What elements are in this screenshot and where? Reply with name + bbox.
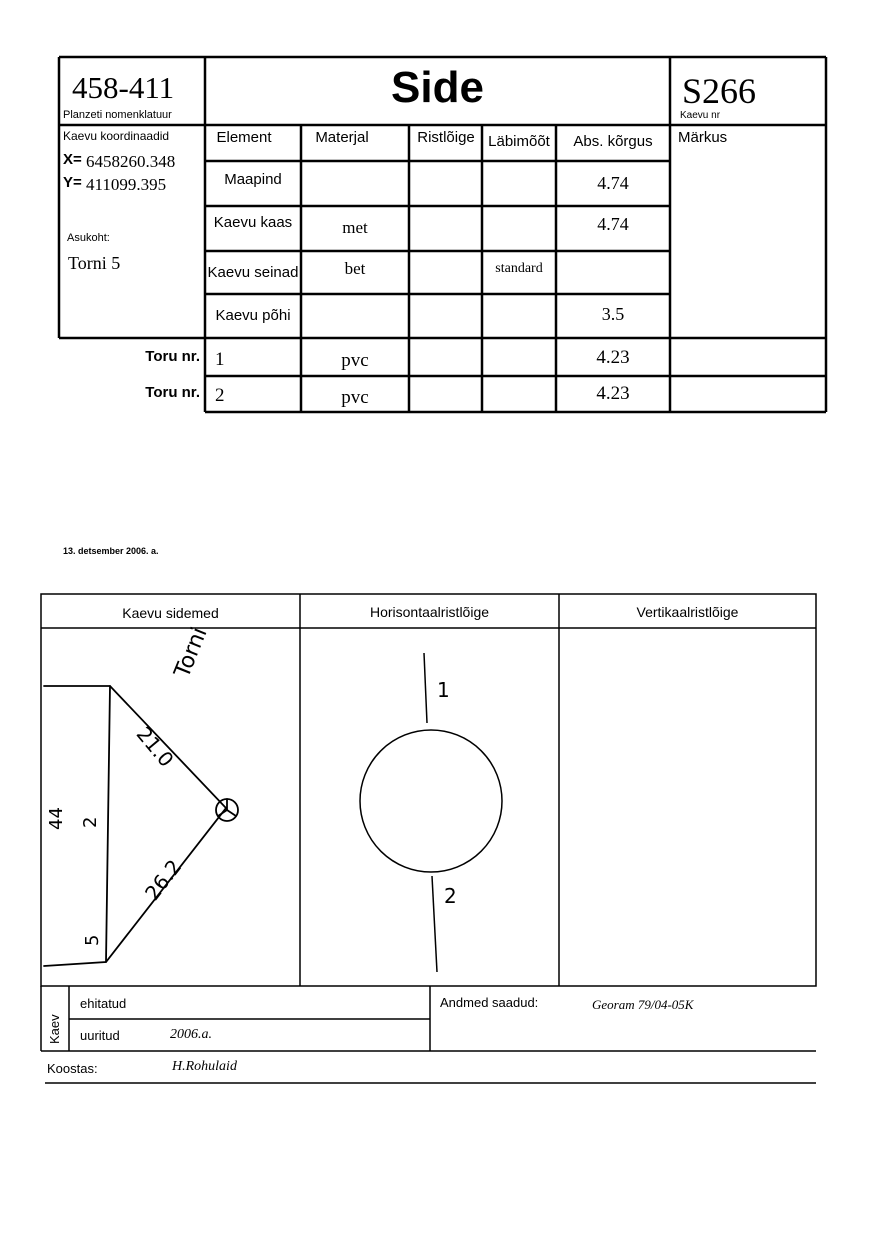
sheet-number: 458-411 <box>72 70 175 105</box>
pipe-height: 4.23 <box>596 347 630 368</box>
well-label: Kaevu nr <box>680 110 721 121</box>
coords-label: Kaevu koordinaadid <box>63 129 170 143</box>
row-height: 3.5 <box>601 304 625 324</box>
y-label: Y= <box>63 174 82 191</box>
pipe-label: Toru nr. <box>145 384 200 401</box>
col-vertical-section: Vertikaalristlõige <box>636 604 739 620</box>
pipe-label: Toru nr. <box>145 348 200 365</box>
location-label: Asukoht: <box>67 232 110 244</box>
col-cross-section: Ristlõige <box>417 129 475 146</box>
surveyed-value: 2006.a. <box>170 1027 212 1042</box>
y-value: 411099.395 <box>86 175 167 194</box>
row-material: met <box>342 218 368 237</box>
location-value: Torni 5 <box>68 253 121 273</box>
pipe-material: pvc <box>341 350 369 371</box>
row-element: Maapind <box>224 171 282 188</box>
built-label: ehitatud <box>80 996 127 1011</box>
row-element: Kaevu seinad <box>207 264 299 281</box>
col-material: Materjal <box>315 129 369 146</box>
side-mark: 5 <box>82 934 103 946</box>
pipe-height: 4.23 <box>596 383 630 404</box>
manhole-cross-section <box>360 653 502 972</box>
row-height: 4.74 <box>597 214 629 234</box>
pipe-number: 2 <box>215 385 225 406</box>
col-diameter: Läbimõõt <box>488 133 550 150</box>
row-diameter: standard <box>495 261 543 276</box>
x-label: X= <box>63 151 82 168</box>
street-label: Torni <box>170 623 213 682</box>
data-source-value: Georam 79/04-05K <box>592 997 694 1012</box>
row-element: Kaevu kaas <box>213 214 293 231</box>
col-well-ties: Kaevu sidemed <box>122 605 219 621</box>
author-value: H.Rohulaid <box>172 1059 237 1074</box>
pipe-1-label: 1 <box>437 678 450 702</box>
col-element: Element <box>216 129 272 146</box>
side-mark: 2 <box>80 816 101 828</box>
col-remarks: Märkus <box>678 129 728 146</box>
distance-label: 21.0 <box>131 722 179 772</box>
well-number: S266 <box>682 71 757 111</box>
data-source-label: Andmed saadud: <box>440 995 539 1010</box>
well-side-label: Kaev <box>47 1014 62 1044</box>
pipe-number: 1 <box>215 349 225 370</box>
row-element: Kaevu põhi <box>215 307 291 324</box>
x-value: 6458260.348 <box>86 152 176 171</box>
col-horizontal-section: Horisontaalristlõige <box>369 604 490 620</box>
distance-label: 26.2 <box>140 854 187 905</box>
page-title: Side <box>391 63 484 112</box>
col-abs-height: Abs. kõrgus <box>573 133 653 150</box>
row-height: 4.74 <box>597 173 629 193</box>
row-material: bet <box>344 259 366 278</box>
date: 13. detsember 2006. a. <box>63 546 159 556</box>
author-label: Koostas: <box>47 1061 98 1076</box>
sheet-label: Planzeti nomenklatuur <box>63 109 172 121</box>
surveyed-label: uuritud <box>80 1028 120 1043</box>
pipe-2-label: 2 <box>444 884 457 908</box>
side-number: 44 <box>46 807 67 830</box>
pipe-material: pvc <box>341 387 369 408</box>
